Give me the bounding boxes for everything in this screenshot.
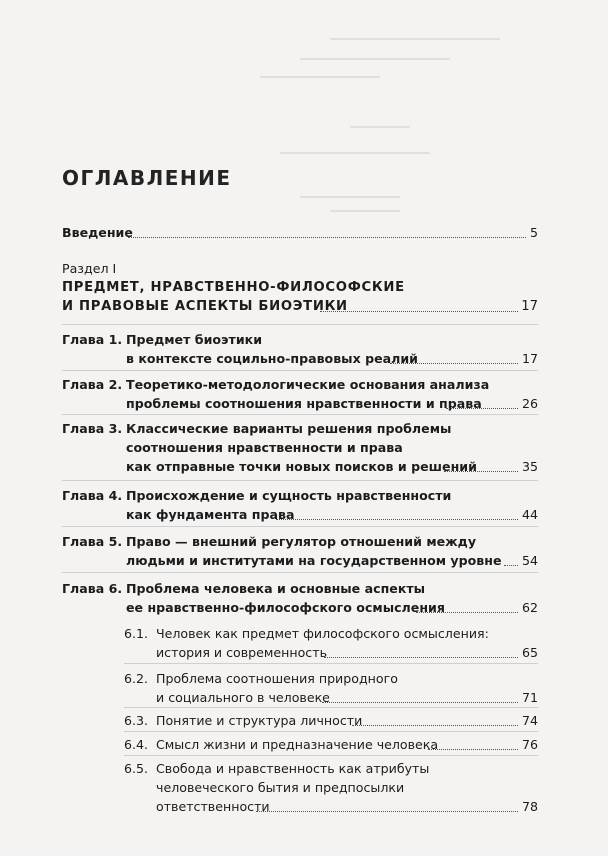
chapter-title-line1: Происхождение и сущность нравственности <box>126 488 452 503</box>
chapter-title-line2: в контексте социльно-правовых реалий <box>126 351 419 366</box>
intro-text: Введение <box>62 225 133 240</box>
section-label: Раздел I <box>62 261 117 276</box>
section-title-line1: ПРЕДМЕТ, НРАВСТВЕННО-ФИЛОСОФСКИЕ <box>62 280 405 295</box>
section-title-line2: И ПРАВОВЫЕ АСПЕКТЫ БИОЭТИКИ <box>62 299 348 314</box>
leader-dots <box>324 657 518 658</box>
page-number: 17 <box>521 299 538 314</box>
subsection-number: 6.5. <box>124 761 149 776</box>
divider <box>62 370 538 371</box>
page-number: 76 <box>521 737 538 752</box>
divider <box>62 480 538 481</box>
page-number: 5 <box>529 225 538 240</box>
leader-dots <box>352 725 518 726</box>
leader-dots <box>428 749 518 750</box>
leader-dots <box>446 408 518 409</box>
divider <box>62 572 538 573</box>
chapter-label: Глава 6. <box>62 581 123 596</box>
chapter-title-line1: Теоретико-методологические основания анализа <box>126 377 490 392</box>
chapter-label: Глава 4. <box>62 488 123 503</box>
toc-subsection-6-5[interactable] <box>62 759 538 816</box>
toc-chapter-1[interactable] <box>62 330 538 368</box>
chapter-title-line1: Право — внешний регулятор отношений между <box>126 534 477 549</box>
chapter-label: Глава 3. <box>62 421 123 436</box>
page-number: 62 <box>521 600 538 615</box>
divider <box>124 707 538 708</box>
subsection-number: 6.4. <box>124 737 149 752</box>
chapter-label: Глава 5. <box>62 534 123 549</box>
chapter-title-line3: как отправные точки новых поисков и решений <box>126 459 477 474</box>
leader-dots <box>320 311 518 312</box>
subsection-title-line1: Свобода и нравственность как атрибуты <box>156 761 430 776</box>
leader-dots <box>504 565 518 566</box>
page-number: 44 <box>521 507 538 522</box>
chapter-label: Глава 1. <box>62 332 123 347</box>
leader-dots <box>390 363 518 364</box>
leader-dots <box>256 811 518 812</box>
toc-chapter-2[interactable] <box>62 375 538 413</box>
chapter-title-line2: соотношения нравственности и права <box>126 440 403 455</box>
divider <box>124 731 538 732</box>
toc-subsection-6-2[interactable] <box>62 669 538 707</box>
subsection-title-line1: Понятие и структура личности <box>156 713 363 728</box>
subsection-number: 6.2. <box>124 671 149 686</box>
chapter-title-line2: как фундамента права <box>126 507 295 522</box>
toc-subsection-6-3[interactable] <box>62 711 538 730</box>
toc-section-1[interactable] <box>62 259 538 316</box>
page-number: 78 <box>521 799 538 814</box>
toc-title: ОГЛАВЛЕНИЕ <box>62 166 232 190</box>
subsection-title-line3: ответственности <box>156 799 270 814</box>
chapter-title-line1: Классические варианты решения проблемы <box>126 421 452 436</box>
page-number: 74 <box>521 713 538 728</box>
leader-dots <box>322 702 518 703</box>
leader-dots <box>276 519 518 520</box>
page-number: 17 <box>521 351 538 366</box>
divider <box>124 755 538 756</box>
page-number: 71 <box>521 690 538 705</box>
leader-dots <box>444 471 518 472</box>
chapter-label: Глава 2. <box>62 377 123 392</box>
toc-subsection-6-1[interactable] <box>62 624 538 662</box>
toc-chapter-6[interactable] <box>62 579 538 617</box>
subsection-title-line2: история и современность <box>156 645 327 660</box>
subsection-title-line2: и социального в человеке <box>156 690 330 705</box>
page-number: 65 <box>521 645 538 660</box>
subsection-title-line1: Человек как предмет философского осмысления: <box>156 626 489 641</box>
page-number: 26 <box>521 396 538 411</box>
page-number: 35 <box>521 459 538 474</box>
chapter-title-line1: Проблема человека и основные аспекты <box>126 581 426 596</box>
chapter-title-line2: проблемы соотношения нравственности и права <box>126 396 482 411</box>
toc-entry-intro[interactable] <box>62 223 538 242</box>
leader-dots <box>128 237 526 238</box>
subsection-number: 6.1. <box>124 626 149 641</box>
divider <box>124 663 538 664</box>
chapter-title-line2: ее нравственно-философского осмысления <box>126 600 445 615</box>
subsection-title-line2: человеческого бытия и предпосылки <box>156 780 405 795</box>
subsection-number: 6.3. <box>124 713 149 728</box>
toc-chapter-5[interactable] <box>62 532 538 570</box>
page-number: 54 <box>521 553 538 568</box>
chapter-title-line2: людьми и институтами на государственном уровне <box>126 553 502 568</box>
subsection-title-line1: Смысл жизни и предназначение человека <box>156 737 439 752</box>
chapter-title-line1: Предмет биоэтики <box>126 332 263 347</box>
subsection-title-line1: Проблема соотношения природного <box>156 671 398 686</box>
toc-chapter-4[interactable] <box>62 486 538 524</box>
divider <box>62 324 538 325</box>
divider <box>62 526 538 527</box>
toc-chapter-3[interactable] <box>62 419 538 476</box>
leader-dots <box>416 612 518 613</box>
toc-subsection-6-4[interactable] <box>62 735 538 754</box>
divider <box>62 414 538 415</box>
